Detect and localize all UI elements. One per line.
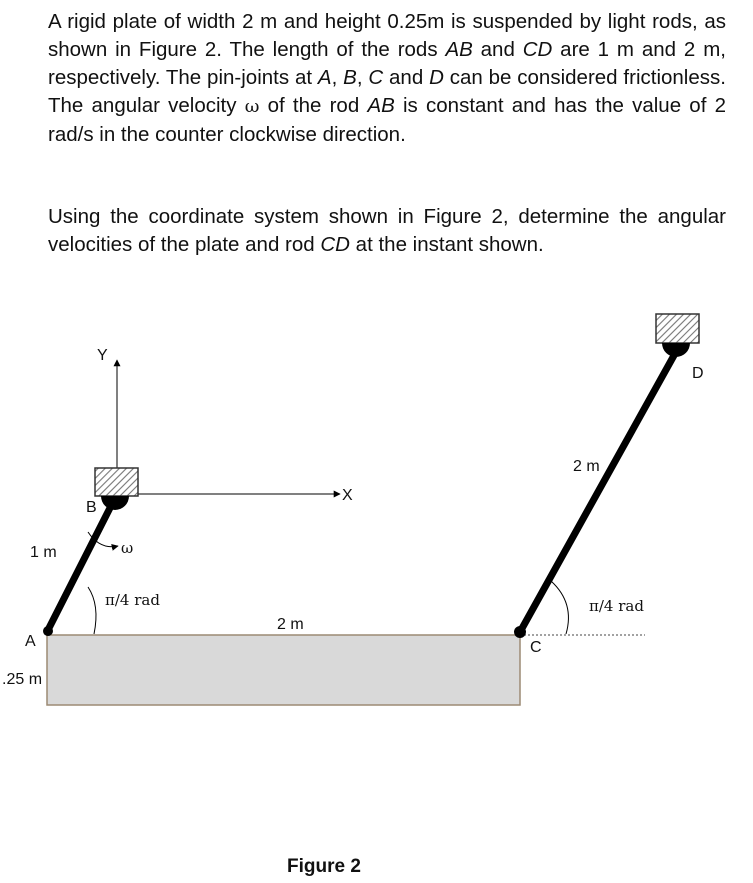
plate-height-label: .25 m xyxy=(2,671,43,688)
angle-ab-label: π/4 rad xyxy=(105,591,160,609)
rod-cd-ref: CD xyxy=(320,233,350,256)
text-run: at the instant shown. xyxy=(349,233,544,256)
point-a-ref: A xyxy=(317,66,332,89)
rigid-plate xyxy=(47,635,520,705)
angle-arc-ab xyxy=(88,587,96,634)
point-d-label: D xyxy=(692,365,704,382)
rod-cd xyxy=(520,350,677,632)
fixed-support-b xyxy=(95,468,138,496)
rod-cd-length: 2 m xyxy=(573,458,600,475)
point-b-ref: B xyxy=(343,66,357,89)
point-c-label: C xyxy=(530,639,542,656)
rod-ab-ref: AB xyxy=(367,94,395,117)
figure-caption: Figure 2 xyxy=(287,856,361,877)
text-run: are 1 m and 2 m, respectively. The pin-joints at xyxy=(48,38,726,89)
y-axis-label: Y xyxy=(97,347,108,364)
plate-width-label: 2 m xyxy=(277,616,304,633)
text-run: Using the coordinate system shown in Figure 2, determine the angular velocities of the plate and rod xyxy=(48,205,726,256)
rod-cd-ref: CD xyxy=(522,38,553,61)
omega-symbol: ω xyxy=(244,96,260,117)
point-d-ref: D xyxy=(429,66,444,89)
text-run: , xyxy=(331,66,344,89)
text-run: of the rod xyxy=(259,94,368,117)
text-run: A rigid plate of width 2 m and height 0.25m is suspended by light rods, as shown in Figure 2. The length of the rods xyxy=(48,10,726,61)
omega-label: ω xyxy=(121,539,134,557)
text-run: and xyxy=(383,66,430,89)
point-b-label: B xyxy=(86,499,97,516)
x-axis-label: X xyxy=(342,487,353,504)
point-a-label: A xyxy=(25,633,36,650)
rod-ab-length: 1 m xyxy=(30,544,57,561)
point-c-ref: C xyxy=(368,66,384,89)
pin-a xyxy=(43,626,53,636)
angle-cd-label: π/4 rad xyxy=(589,597,644,615)
rod-ab-ref: AB xyxy=(445,38,473,61)
fixed-support-d xyxy=(656,314,699,343)
angle-arc-cd xyxy=(551,581,568,634)
text-run: is constant and has the value of 2 rad/s in the counter clockwise direction. xyxy=(48,94,727,146)
text-run: and xyxy=(472,38,523,61)
rod-ab xyxy=(47,500,114,632)
text-run: can be considered frictionless. The angular velocity xyxy=(48,66,726,117)
pin-c xyxy=(514,626,526,638)
text-run: , xyxy=(356,66,369,89)
